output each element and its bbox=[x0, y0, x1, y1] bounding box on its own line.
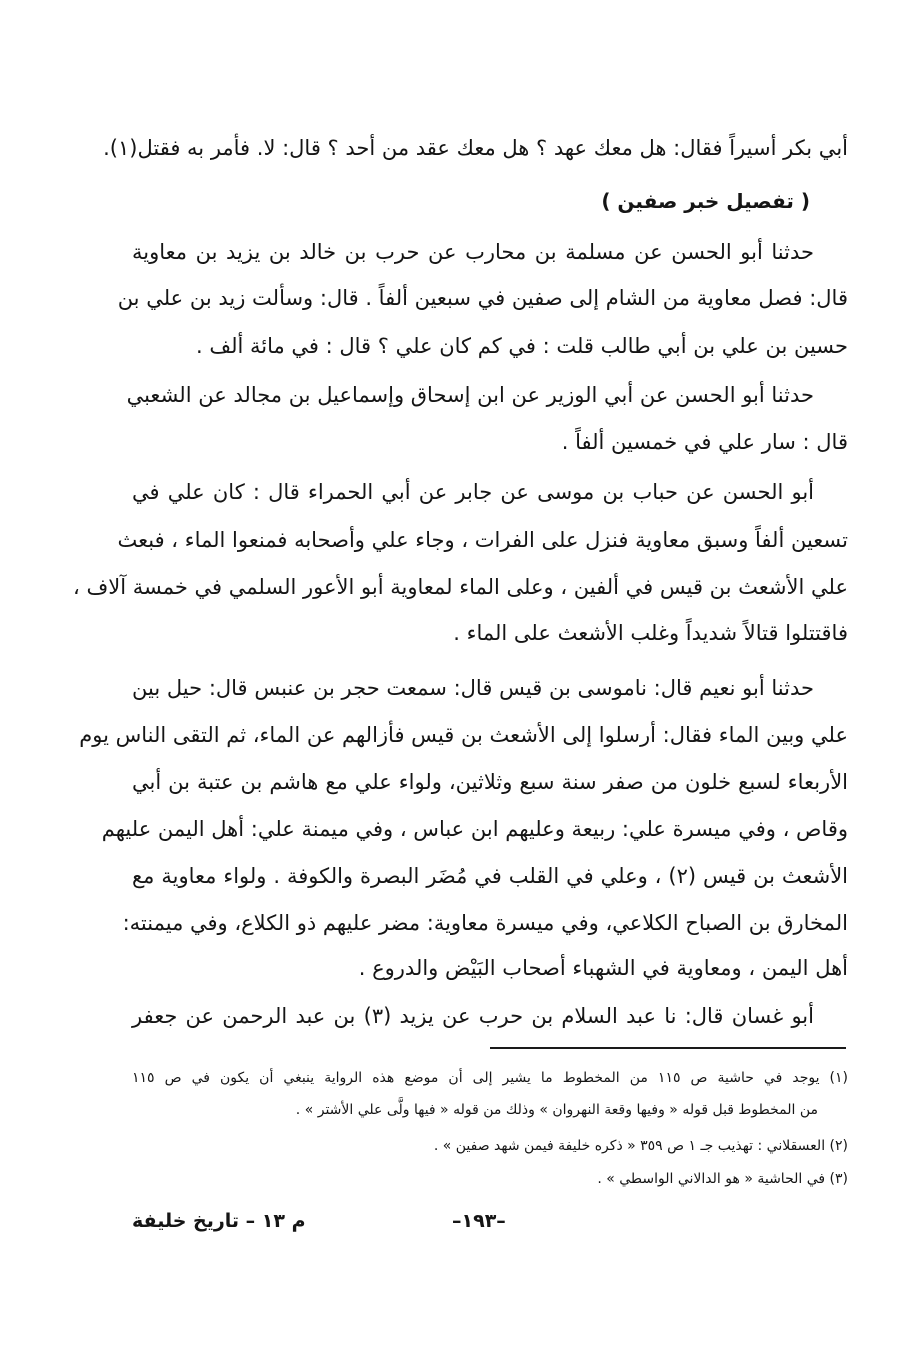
footnote-line: من المخطوط قبل قوله « وفيها وقعة النهروان » وذلك من قوله « فيها ولَّى علي الأشتر » . bbox=[295, 1102, 818, 1118]
text-line: الأربعاء لسبع خلون من صفر سنة سبع وثلاثين، ولواء علي مع هاشم بن عتبة بن أبي bbox=[132, 770, 848, 794]
footnote-line: (٣) في الحاشية « هو الدالاني الواسطي » . bbox=[597, 1171, 848, 1187]
text-line: حدثنا أبو الحسن عن أبي الوزير عن ابن إسحاق وإسماعيل بن مجالد عن الشعبي bbox=[126, 383, 814, 407]
text-line: الأشعث بن قيس (٢) ، وعلي في القلب في مُضَر البصرة والكوفة . ولواء معاوية مع bbox=[132, 864, 849, 888]
text-line: أبو غسان قال: نا عبد السلام بن حرب عن يزيد (٣) بن عبد الرحمن عن جعفر bbox=[132, 1004, 814, 1028]
page-number: –١٩٣– bbox=[452, 1210, 506, 1232]
text-line: حدثنا أبو الحسن عن مسلمة بن محارب عن حرب بن خالد بن يزيد بن معاوية bbox=[132, 240, 814, 264]
text-line: قال : سار علي في خمسين ألفاً . bbox=[561, 430, 848, 454]
text-line: أبي بكر أسيراً فقال: هل معك عهد ؟ هل معك عقد من أحد ؟ قال: لا. فأمر به فقتل(١). bbox=[103, 136, 848, 160]
text-line: علي وبين الماء فقال: أرسلوا إلى الأشعث بن قيس فأزالهم عن الماء، ثم التقى الناس يوم bbox=[79, 723, 848, 747]
footnote-line: (٢) العسقلاني : تهذيب جـ ١ ص ٣٥٩ « ذكره خليفة فيمن شهد صفين » . bbox=[433, 1138, 848, 1154]
signature-mark: م ١٣ – تاريخ خليفة bbox=[132, 1210, 306, 1232]
footnote-divider bbox=[490, 1047, 846, 1049]
text-line: أبو الحسن عن حباب بن موسى عن جابر عن أبي الحمراء قال : كان علي في bbox=[132, 480, 814, 504]
footnote-line: (١) يوجد في حاشية ص ١١٥ من المخطوط ما يشير إلى أن موضع هذه الرواية ينبغي أن يكون في ص ١١٥ bbox=[132, 1070, 848, 1086]
text-line: المخارق بن الصباح الكلاعي، وفي ميسرة معاوية: مضر عليهم ذو الكلاع، وفي ميمنته: bbox=[122, 911, 848, 935]
text-line: أهل اليمن ، ومعاوية في الشهباء أصحاب البَيْض والدروع . bbox=[358, 956, 848, 980]
text-line: حسين بن علي بن أبي طالب قلت : في كم كان علي ؟ قال : في مائة ألف . bbox=[195, 334, 848, 358]
text-line: فاقتتلوا قتالاً شديداً وغلب الأشعث على الماء . bbox=[453, 621, 848, 645]
text-line: وقاص ، وفي ميسرة علي: ربيعة وعليهم ابن عباس ، وفي ميمنة علي: أهل اليمن عليهم bbox=[101, 817, 848, 841]
text-line: قال: فصل معاوية من الشام إلى صفين في سبعين ألفاً . قال: وسألت زيد بن علي بن bbox=[117, 286, 848, 310]
text-line: علي الأشعث بن قيس في ألفين ، وعلى الماء لمعاوية أبو الأعور السلمي في خمسة آلاف ، bbox=[73, 575, 848, 599]
section-heading: ( تفصيل خبر صفين ) bbox=[601, 189, 810, 213]
text-line: حدثنا أبو نعيم قال: ناموسى بن قيس قال: سمعت حجر بن عنبس قال: حيل بين bbox=[132, 676, 814, 700]
text-line: تسعين ألفاً وسبق معاوية فنزل على الفرات ، وجاء علي وأصحابه فمنعوا الماء ، فبعث bbox=[117, 528, 848, 552]
